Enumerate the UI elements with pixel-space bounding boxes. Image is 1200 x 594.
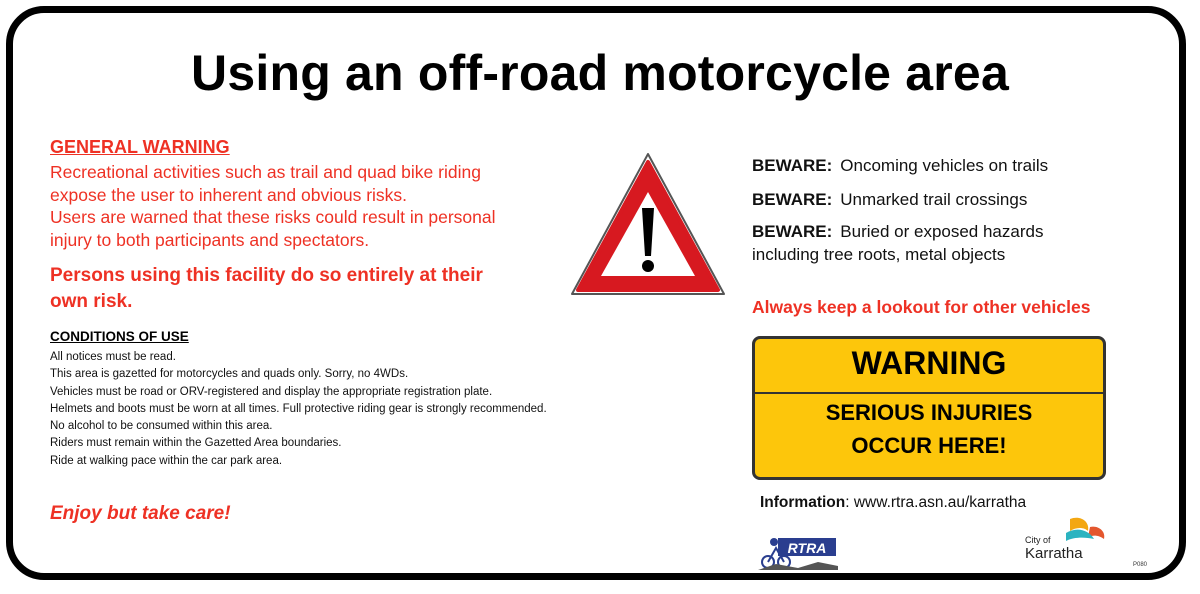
- warning-box-divider: [755, 392, 1103, 394]
- warning-box-line: OCCUR HERE!: [851, 433, 1007, 458]
- beware-item: [752, 154, 1048, 177]
- general-warning-line: Users are warned that these risks could result in personal: [50, 207, 496, 227]
- conditions-item: All notices must be read.: [50, 351, 176, 363]
- conditions-item: Vehicles must be road or ORV-registered and display the appropriate registration plate.: [50, 385, 493, 398]
- rtra-logo: [758, 528, 838, 570]
- page-title: Using an off-road motorcycle area: [191, 45, 1009, 101]
- general-warning-line: expose the user to inherent and obvious risks.: [50, 184, 408, 205]
- conditions-item: This area is gazetted for motorcycles and quads only. Sorry, no 4WDs.: [50, 368, 409, 381]
- enjoy-message: Enjoy but take care!: [50, 503, 231, 524]
- general-warning-heading: GENERAL WARNING: [50, 137, 230, 157]
- beware-label: BEWARE:: [752, 222, 833, 241]
- conditions-item: No alcohol to be consumed within this area.: [50, 420, 273, 433]
- beware-item: [752, 188, 1027, 211]
- warning-box-line: SERIOUS INJURIES: [825, 400, 1033, 425]
- beware-text-continued: including tree roots, metal objects: [752, 245, 1006, 264]
- general-warning-line: injury to both participants and spectators.: [50, 229, 370, 250]
- beware-label: BEWARE:: [752, 190, 833, 209]
- warning-box-message: [755, 396, 1103, 462]
- beware-text: Buried or exposed hazards: [840, 222, 1044, 241]
- conditions-list: [50, 349, 547, 470]
- warning-box: [752, 336, 1106, 480]
- warning-triangle-icon: [568, 150, 728, 300]
- information-line: [760, 494, 1026, 512]
- rtra-logo-text: RTRA: [787, 540, 827, 556]
- conditions-heading: CONDITIONS OF USE: [50, 329, 189, 344]
- conditions-item: Ride at walking pace within the car park area.: [50, 454, 283, 467]
- conditions-item: Riders must remain within the Gazetted Area boundaries.: [50, 437, 342, 450]
- beware-label: BEWARE:: [752, 156, 833, 175]
- beware-text: Oncoming vehicles on trails: [840, 156, 1049, 175]
- own-risk-notice: Persons using this facility do so entirely at their own risk.: [50, 265, 483, 312]
- beware-item: [752, 220, 1043, 266]
- conditions-item: Helmets and boots must be worn at all times. Full protective riding gear is strongly recommended.: [50, 402, 547, 415]
- information-url[interactable]: : www.rtra.asn.au/karratha: [845, 494, 1027, 511]
- general-warning-line: Recreational activities such as trail and quad bike riding: [50, 162, 481, 182]
- warning-box-title: WARNING: [851, 345, 1007, 381]
- sign-code: P080: [1133, 562, 1148, 568]
- beware-text: Unmarked trail crossings: [840, 190, 1028, 209]
- information-label: Information: [760, 494, 846, 511]
- karratha-city-of: City of: [1025, 535, 1051, 545]
- general-warning-text: [50, 161, 570, 251]
- karratha-name: Karratha: [1025, 545, 1083, 562]
- lookout-notice: Always keep a lookout for other vehicles: [752, 297, 1091, 317]
